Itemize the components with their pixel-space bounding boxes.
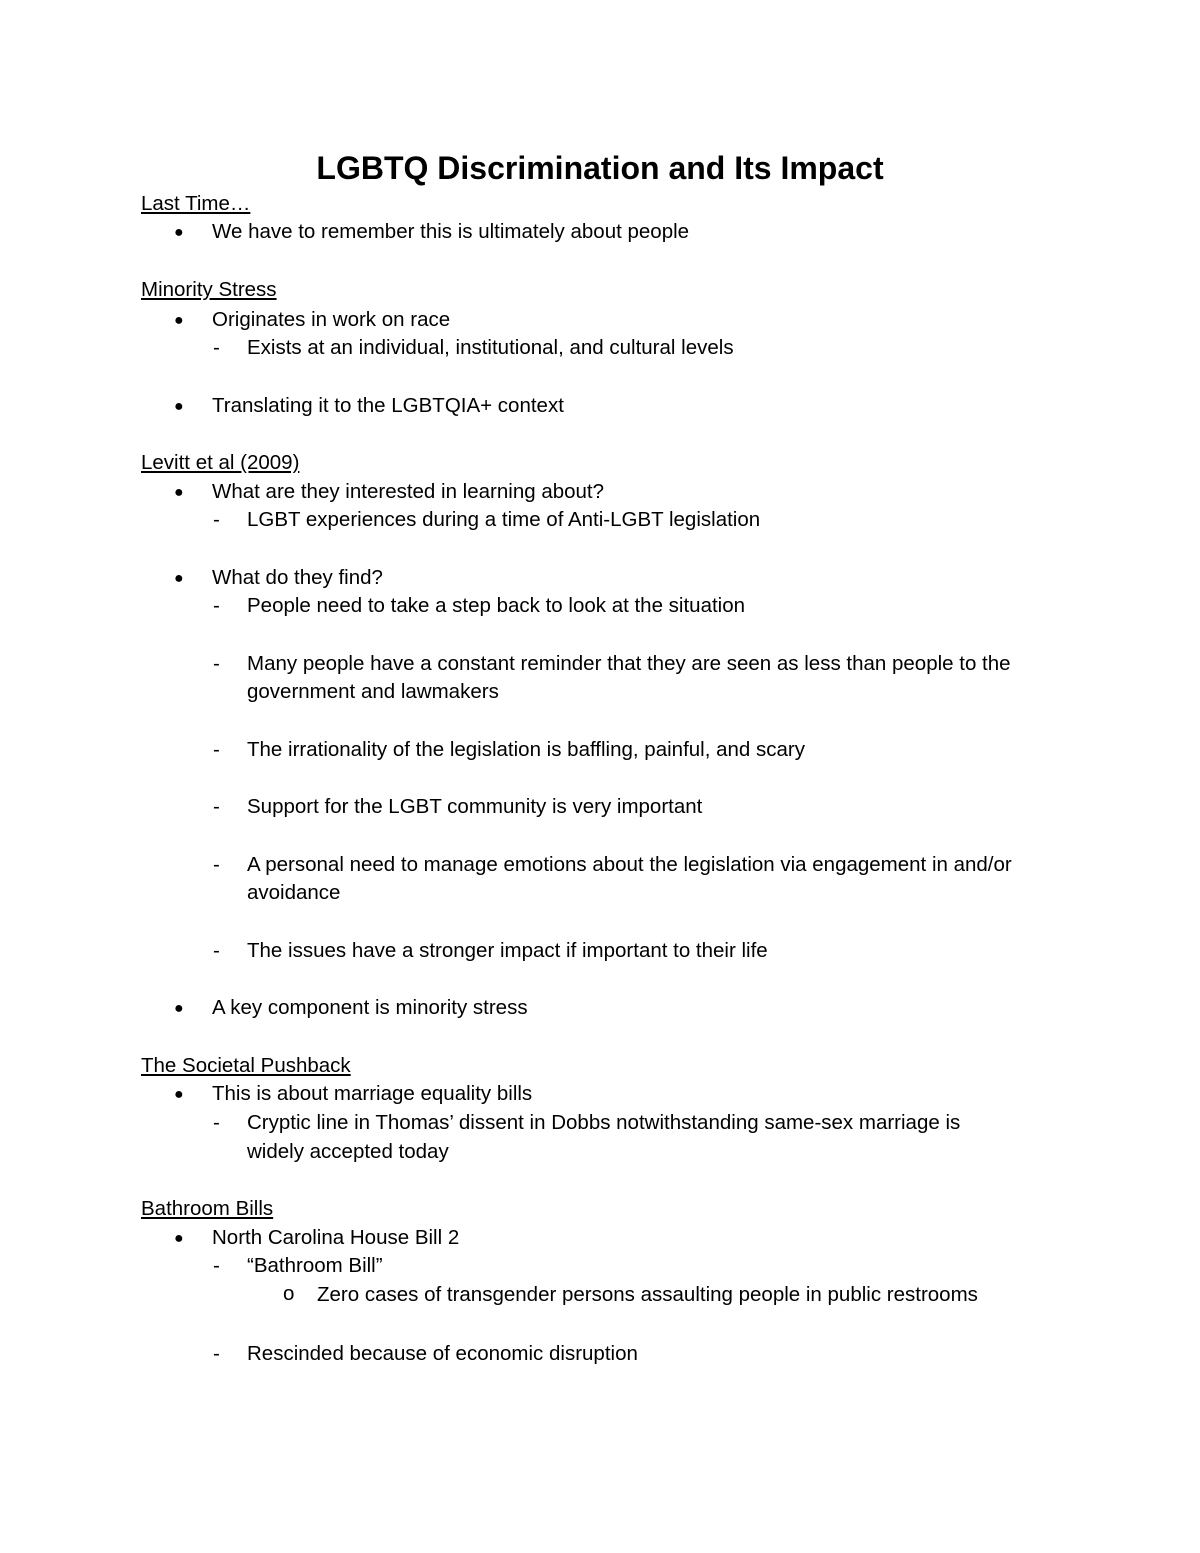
circle-marker: o bbox=[283, 1282, 295, 1305]
dash-marker: - bbox=[213, 508, 220, 531]
document-title: LGBTQ Discrimination and Its Impact bbox=[316, 150, 884, 186]
dash-item: “Bathroom Bill” bbox=[247, 1254, 383, 1277]
bullet-item: What do they find? bbox=[212, 566, 383, 589]
dash-item-continued: government and lawmakers bbox=[247, 680, 499, 703]
bullet-marker: ● bbox=[174, 1000, 184, 1017]
sub-item: Zero cases of transgender persons assaulting people in public restrooms bbox=[317, 1283, 978, 1306]
dash-item: LGBT experiences during a time of Anti-LGBT legislation bbox=[247, 508, 761, 531]
bullet-item: What are they interested in learning about? bbox=[212, 480, 605, 503]
dash-item-continued: avoidance bbox=[247, 881, 341, 904]
dash-item: Exists at an individual, institutional, and cultural levels bbox=[247, 336, 734, 359]
bullet-item: We have to remember this is ultimately about people bbox=[212, 220, 690, 243]
dash-item: Many people have a constant reminder that they are seen as less than people to the bbox=[247, 652, 1011, 675]
dash-item: A personal need to manage emotions about the legislation via engagement in and/or bbox=[247, 853, 1012, 876]
bullet-item: This is about marriage equality bills bbox=[212, 1082, 533, 1105]
dash-item: The issues have a stronger impact if important to their life bbox=[247, 939, 768, 962]
heading-bathroom-bills: Bathroom Bills bbox=[141, 1197, 274, 1220]
dash-marker: - bbox=[213, 1254, 220, 1277]
dash-marker: - bbox=[213, 594, 220, 617]
dash-marker: - bbox=[213, 738, 220, 761]
dash-item: The irrationality of the legislation is baffling, painful, and scary bbox=[247, 738, 805, 761]
dash-marker: - bbox=[213, 939, 220, 962]
bullet-marker: ● bbox=[174, 398, 184, 415]
dash-marker: - bbox=[213, 336, 220, 359]
dash-marker: - bbox=[213, 1342, 220, 1365]
heading-minority-stress: Minority Stress bbox=[141, 278, 277, 301]
dash-marker: - bbox=[213, 652, 220, 675]
bullet-item: Originates in work on race bbox=[212, 308, 451, 331]
dash-item-continued: widely accepted today bbox=[247, 1140, 449, 1163]
dash-item: Cryptic line in Thomas’ dissent in Dobbs notwithstanding same-sex marriage is bbox=[247, 1111, 961, 1134]
dash-item: People need to take a step back to look at the situation bbox=[247, 594, 746, 617]
heading-societal-pushback: The Societal Pushback bbox=[141, 1054, 351, 1077]
bullet-item: North Carolina House Bill 2 bbox=[212, 1226, 460, 1249]
dash-item: Support for the LGBT community is very important bbox=[247, 795, 703, 818]
bullet-marker: ● bbox=[174, 570, 184, 587]
bullet-marker: ● bbox=[174, 312, 184, 329]
dash-marker: - bbox=[213, 1111, 220, 1134]
heading-levitt: Levitt et al (2009) bbox=[141, 451, 300, 474]
dash-item: Rescinded because of economic disruption bbox=[247, 1342, 638, 1365]
dash-marker: - bbox=[213, 795, 220, 818]
heading-last-time: Last Time… bbox=[141, 192, 251, 215]
bullet-item: A key component is minority stress bbox=[212, 996, 528, 1019]
bullet-marker: ● bbox=[174, 484, 184, 501]
dash-marker: - bbox=[213, 853, 220, 876]
bullet-marker: ● bbox=[174, 224, 184, 241]
bullet-item: Translating it to the LGBTQIA+ context bbox=[212, 394, 564, 417]
bullet-marker: ● bbox=[174, 1086, 184, 1103]
bullet-marker: ● bbox=[174, 1230, 184, 1247]
